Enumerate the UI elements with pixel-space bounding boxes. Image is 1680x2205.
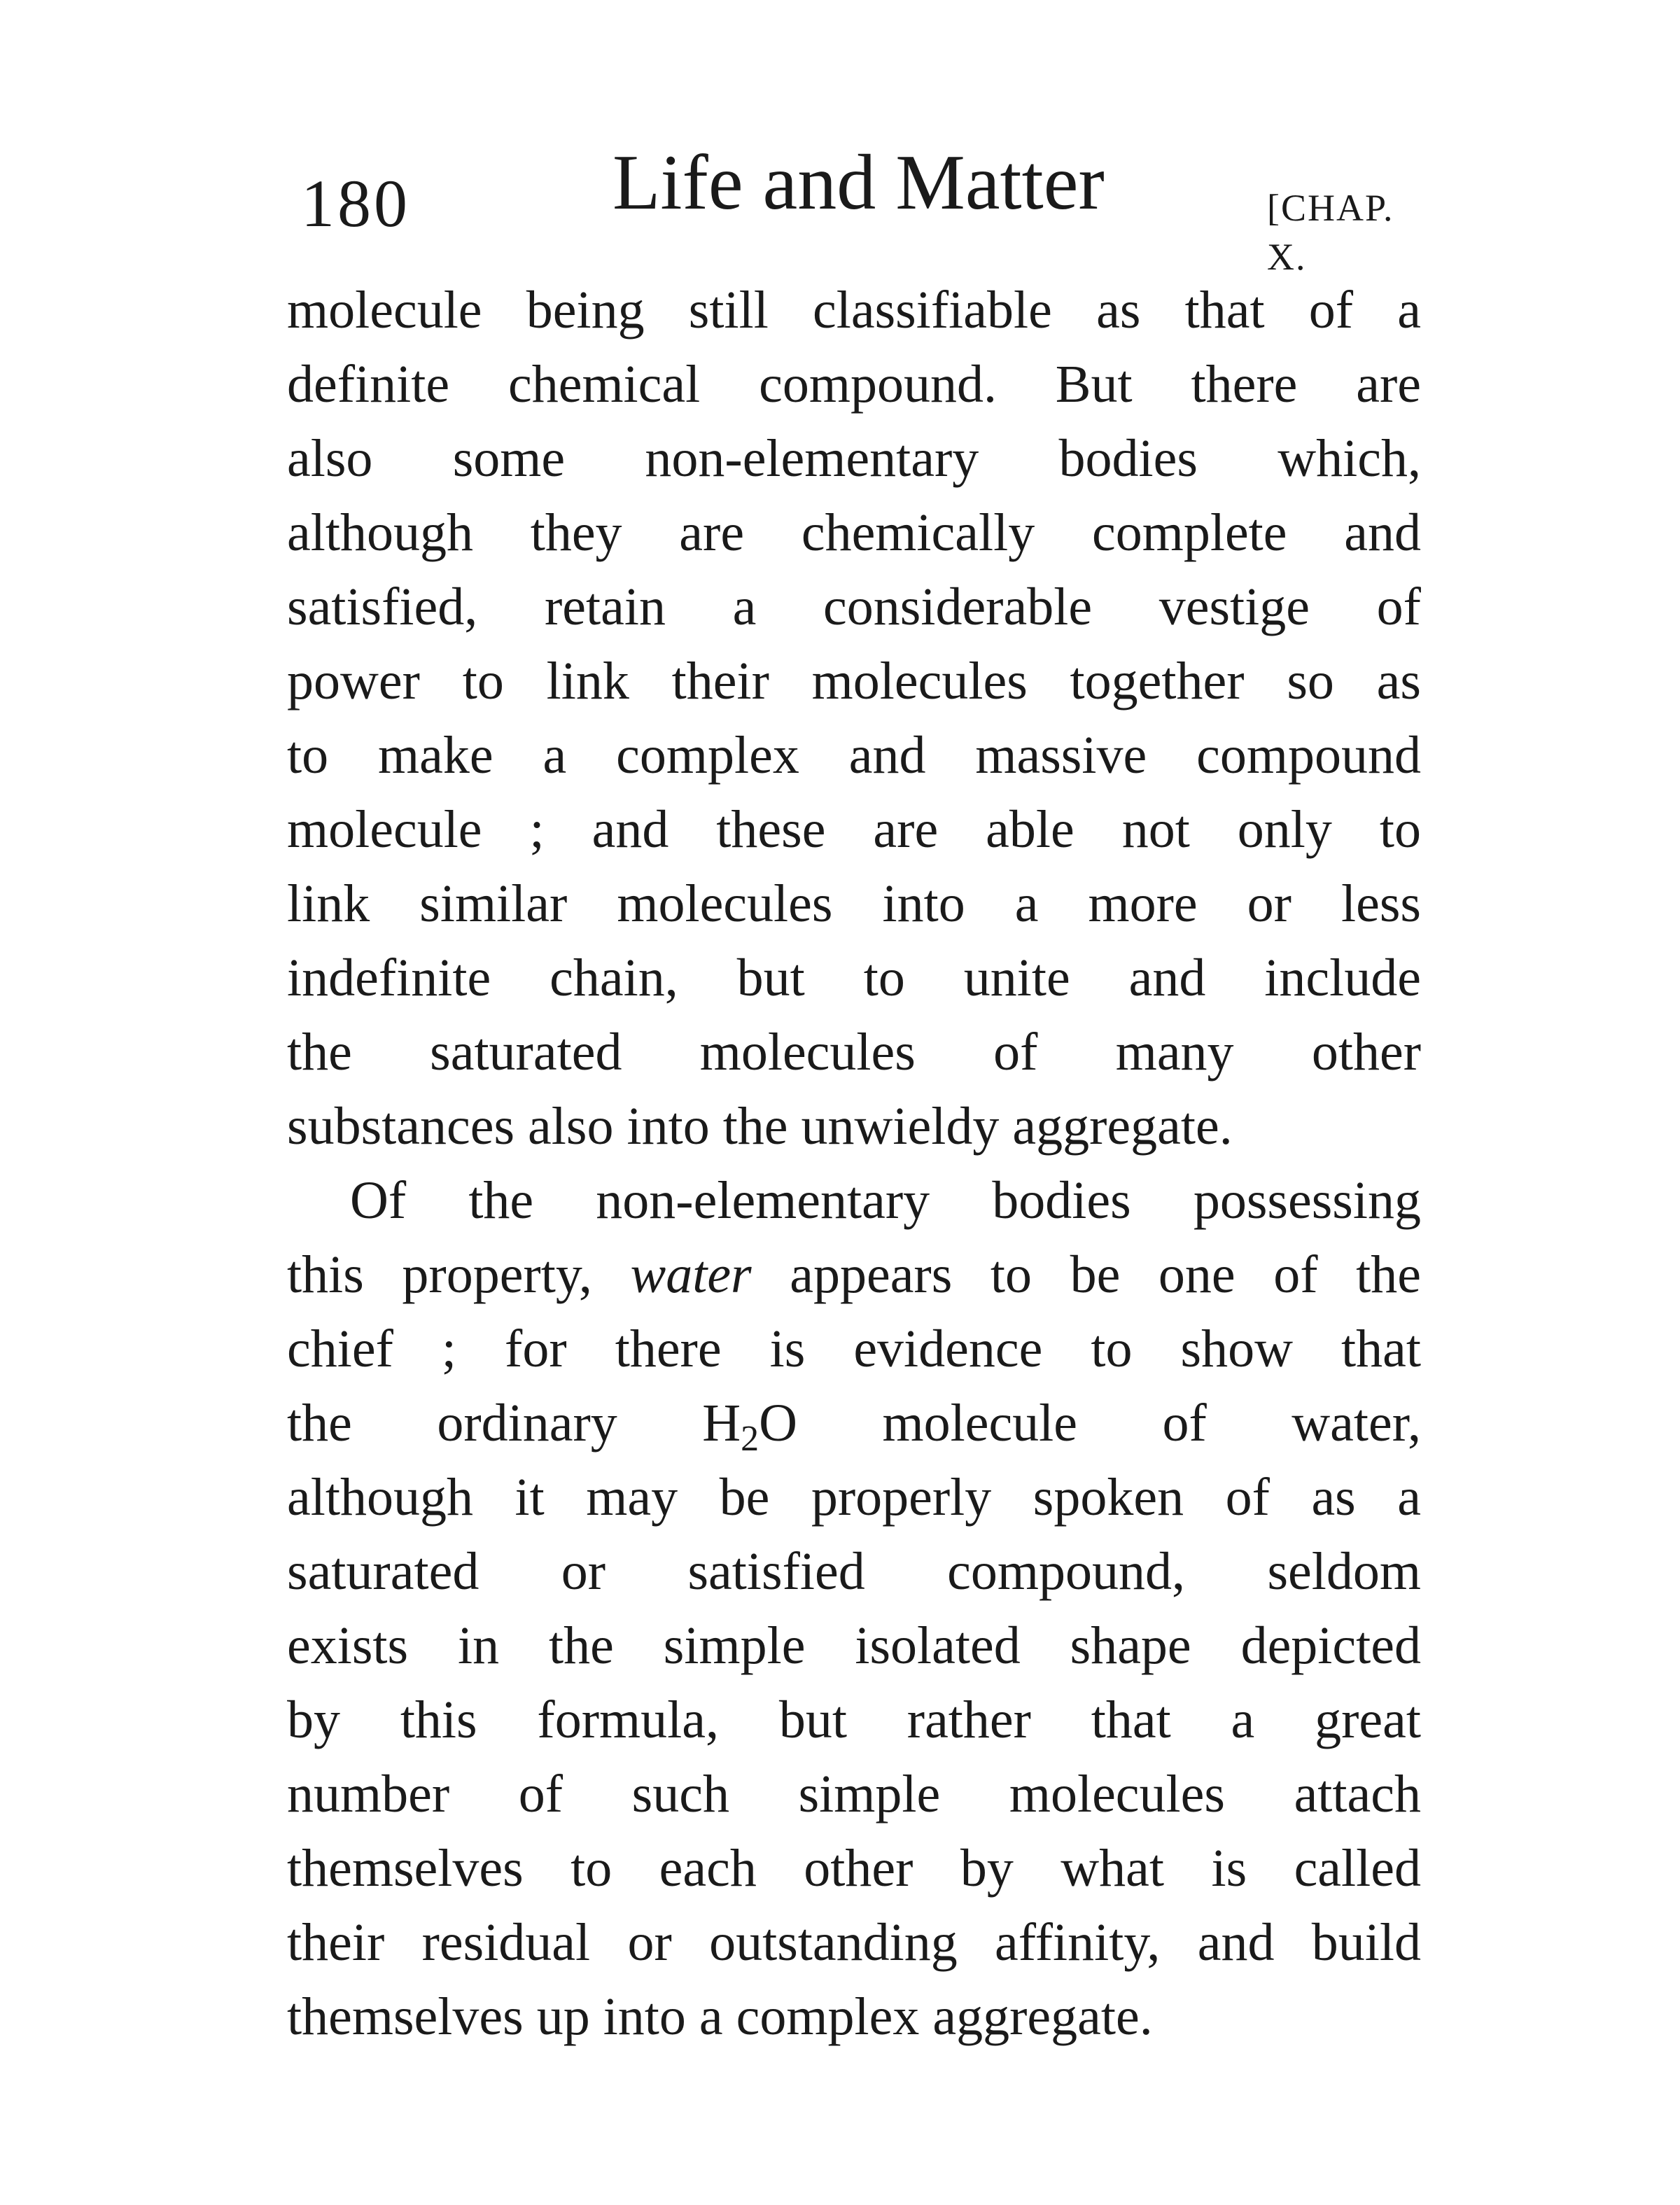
text-line: exists in the simple isolated shape depicted bbox=[287, 1616, 1421, 1675]
chapter-mark: [CHAP. X. bbox=[1267, 187, 1394, 278]
text-line bbox=[287, 1238, 1421, 1312]
italic-word: water bbox=[630, 1245, 752, 1304]
text-run: this property, bbox=[287, 1245, 631, 1304]
text-line: molecule ; and these are able not only to bbox=[287, 800, 1421, 859]
running-head bbox=[294, 137, 1428, 278]
text-line: substances also into the unwieldy aggregate. bbox=[287, 1097, 1233, 1156]
text-line: definite chemical compound. But there are bbox=[287, 355, 1421, 414]
page-number: 180 bbox=[301, 166, 410, 241]
body-text bbox=[287, 273, 1421, 2054]
text-line: their residual or outstanding affinity, and build bbox=[287, 1913, 1421, 1972]
text-line bbox=[287, 1386, 1421, 1460]
text-line: to make a complex and massive compound bbox=[287, 726, 1421, 785]
text-line: number of such simple molecules attach bbox=[287, 1765, 1421, 1823]
text-line: themselves to each other by what is called bbox=[287, 1839, 1421, 1898]
text-run: O molecule of water, bbox=[759, 1394, 1422, 1452]
text-line: also some non-elementary bodies which, bbox=[287, 429, 1421, 488]
text-line: themselves up into a complex aggregate. bbox=[287, 1987, 1153, 2046]
text-line: molecule being still classifiable as that of a bbox=[287, 281, 1421, 340]
text-line: the saturated molecules of many other bbox=[287, 1023, 1421, 1082]
text-line: Of the non-elementary bodies possessing bbox=[350, 1171, 1421, 1230]
text-run: the ordinary H bbox=[287, 1394, 741, 1452]
text-line: although it may be properly spoken of as a bbox=[287, 1468, 1421, 1527]
text-line: saturated or satisfied compound, seldom bbox=[287, 1542, 1421, 1601]
text-run: appears to be one of the bbox=[751, 1245, 1421, 1304]
text-line: power to link their molecules together so as bbox=[287, 652, 1421, 710]
text-line: satisfied, retain a considerable vestige of bbox=[287, 578, 1421, 636]
text-line: by this formula, but rather that a great bbox=[287, 1690, 1421, 1749]
text-line: chief ; for there is evidence to show that bbox=[287, 1320, 1421, 1378]
subscript: 2 bbox=[741, 1419, 760, 1459]
paragraph-continued bbox=[287, 273, 1421, 1163]
text-line: link similar molecules into a more or less bbox=[287, 874, 1421, 933]
text-line: although they are chemically complete and bbox=[287, 503, 1421, 562]
text-line: indefinite chain, but to unite and include bbox=[287, 948, 1421, 1007]
running-title: Life and Matter bbox=[612, 139, 1105, 226]
paragraph-water bbox=[287, 1163, 1421, 2054]
